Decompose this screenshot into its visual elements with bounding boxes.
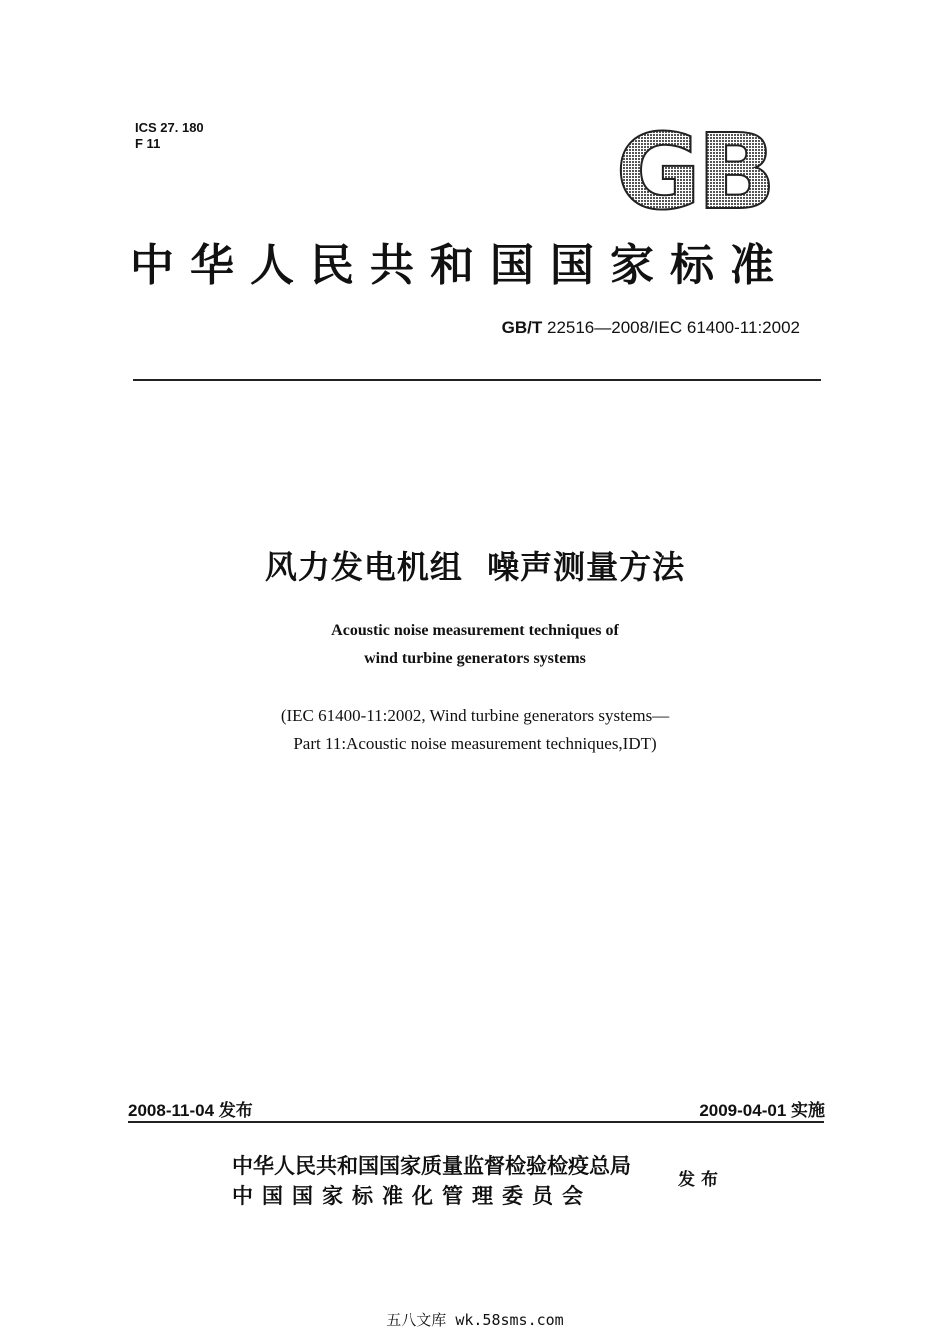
footer-divider (128, 1121, 824, 1123)
ics-classification (135, 120, 204, 152)
ccs-code: F 11 (135, 136, 161, 151)
gb-logo-graphic (608, 128, 780, 216)
standard-prefix: GB/T (501, 318, 543, 337)
iec-reference-line1: (IEC 61400-11:2002, Wind turbine generators systems— (280, 706, 670, 725)
header-divider (133, 379, 821, 381)
chinese-title: 风力发电机组 噪声测量方法 (264, 548, 686, 586)
iec-reference-line2: Part 11:Acoustic noise measurement techniques,IDT) (293, 734, 657, 753)
publish-label: 发布 (678, 1170, 724, 1190)
standard-code: 22516—2008/IEC 61400-11:2002 (542, 318, 800, 337)
english-title-line2: wind turbine generators systems (364, 650, 586, 667)
standard-number (440, 318, 800, 338)
gb-logo-text: GB (615, 128, 773, 216)
issue-date: 2008-11-04 发布 (128, 1101, 253, 1120)
ics-code: ICS 27. 180 (135, 120, 204, 135)
watermark-footer: 五八文库 wk.58sms.com (386, 1311, 564, 1329)
english-title-line1: Acoustic noise measurement techniques of (331, 622, 619, 639)
implementation-date: 2009-04-01 实施 (699, 1101, 825, 1120)
issuing-agency-sac: 中国国家标准化管理委员会 (232, 1184, 592, 1208)
gb-logo (608, 128, 780, 216)
national-standard-title: 中华人民共和国国家标准 (130, 240, 790, 291)
issuing-agency-aqsiq: 中华人民共和国国家质量监督检验检疫总局 (232, 1154, 631, 1178)
